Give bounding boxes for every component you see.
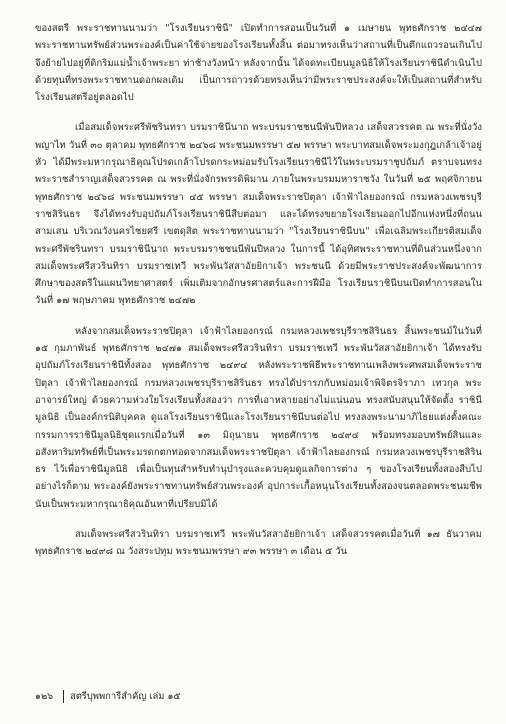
page-number: ๑๒๖ xyxy=(35,691,54,702)
footer-divider xyxy=(63,690,64,703)
body-paragraph-4: สมเด็จพระศรีสวรินทิรา บรมราชเทวี พระพันวัสสาอัยยิกาเจ้า เสด็จสวรรคตเมื่อวันที่ ๑๗ ธันวาคม พุทธศักราช ๒๔๙๘ ณ วังสระปทุม พระชนมพรรษา ๙๓ พรรษา ๓ เดือน ๕ วัน xyxy=(35,529,482,558)
body-paragraph-2: เมื่อสมเด็จพระศรีพัชรินทรา บรมราชินีนาถ พระบรมราชชนนีพันปีหลวง เสด็จสวรรคต ณ พระที่นั่งวังพญาไท วันที่ ๓๐ ตุลาคม พุทธศักราช ๒๔๖๘ พระชนมพรรษา ๕๗ พรรษา พระบาทสมเด็จพระมงกุฎเกล้าเจ้าอยู่หัว ได้มีพระมหากรุณาธิคุณโปรดเกล้าโปรดกระหม่อมรับโรงเรียนราชินีไว้ในพระบรมราชูปถัมภ์ ตราบจนทรงพระราชสำราญเสด็จสวรรคต ณ พระที่นั่งจักรพรรดิพิมาน ภายในพระบรมมหาราชวัง ในวันที่ ๒๕ พฤศจิกายน พุทธศักราช ๒๔๖๘ พระชนมพรรษา ๔๕ พรรษา สมเด็จพระราชปิตุลา เจ้าฟ้าไลยองกรณ์ กรมหลวงเพชรบุรีราชสิรินธร จึงได้ทรงรับอุปถัมภ์โรงเรียนราชินีสืบต่อมา และได้ทรงขยายโรงเรียนออกไปอีกแห่งหนึ่งที่ถนนสามเสน บริเวณวังนครไชยศรี เขตดุสิต พระราชทานนามว่า "โรงเรียนราชินีบน" เพื่อเฉลิมพระเกียรติสมเด็จพระศรีพัชรินทรา บรมราชินีนาถ พระบรมราชชนนีพันปีหลวง ในการนี้ ได้อุทิศพระราชทานที่ดินส่วนหนึ่งจากสมเด็จพระศรีสวรินทิรา บรมราชเทวี พระพันวัสสาอัยยิกาเจ้า พระชนนี ด้วยมีพระราชประสงค์จะพัฒนาการศึกษาของสตรีในแผนวิทยาศาสตร์ เพิ่มเติมจากอักษรศาสตร์และการฝีมือ โรงเรียนราชินีบนเปิดทำการสอนในวันที่ ๑๗ พฤษภาคม พุทธศักราช ๒๔๗๒ xyxy=(35,122,482,307)
body-paragraph-1: ของสตรี พระราชทานนามว่า "โรงเรียนราชินี" เปิดทำการสอนเป็นวันที่ ๑ เมษายน พุทธศักราช ๒๔๔๗ พระราชทานทรัพย์ส่วนพระองค์เป็นค่าใช้จ่ายของโรงเรียนทั้งสิ้น ต่อมาทรงเห็นว่าสถานที่เป็นตึกแถวรอนเกินไป จึงย้ายไปอยู่ที่ดิกริมแม่น้ำเจ้าพระยา ท่าช้างวังหน้า หลังจากนั้น ได้จดทะเบียนมูลนิธิให้โรงเรียนราชินีดำเนินไปด้วยทุนที่ทรงพระราชทานดอกผลเดิม เป็นการถาวรด้วยทรงเห็นว่ามีพระราชประสงค์จะให้เป็นสถานที่สำหรับโรงเรียนสตรีอยู่ตลอดไป xyxy=(35,23,482,104)
body-paragraph-3: หลังจากสมเด็จพระราชปิตุลา เจ้าฟ้าไลยองกรณ์ กรมหลวงเพชรบุรีราชสิรินธร สิ้นพระชนม์ในวันที่ ๑๕ กุมภาพันธ์ พุทธศักราช ๒๔๗๑ สมเด็จพระศรีสวรินทิรา บรมราชเทวี พระพันวัสสาอัยยิกาเจ้า ได้ทรงรับอุปถัมภ์โรงเรียนราชินีทั้งสอง พุทธศักราช ๒๔๙๔ หลังพระราชพิธีพระราชทานเพลิงพระศพสมเด็จพระราชปิตุลา เจ้าฟ้าไลยองกรณ์ กรมหลวงเพชรบุรีราชสิรินธร ทรงได้ปรารภกับหม่อมเจ้าพิจิตรจิราภา เทวกุล พระอาจารย์ใหญ่ ด้วยความห่วงใยโรงเรียนทั้งสองว่า การที่เอาหลายอย่างไม่แน่นอน ทรงสนับสนุนให้จัดตั้ง ราชินีมูลนิธิ เป็นองค์กรนิติบุคคล ดูแลโรงเรียนราชินีและโรงเรียนราชินีบนต่อไป ทรงลงพระนามาภิไธยแต่งตั้งคณะกรรมการราชินีมูลนิธิชุดแรกเมื่อวันที่ ๑๓ มิถุนายน พุทธศักราช ๒๔๙๔ พร้อมทรงมอบทรัพย์สินและอสังหาริมทรัพย์ที่เป็นพระมรดกตกทอดจากสมเด็จพระราชปิตุลา เจ้าฟ้าไลยองกรณ์ กรมหลวงเพชรบุรีราชสิรินธร ไว้เพื่อราชินีมูลนิธิ เพื่อเป็นทุนสำหรับทำนุบำรุงและควบคุมดูแลกิจการต่าง ๆ ของโรงเรียนทั้งสองสืบไป อย่างไรก็ตาม พระองค์ยังพระราชทานทรัพย์ส่วนพระองค์ อุปการะเกื้อหนุนโรงเรียนทั้งสองจนตลอดพระชนมชีพ นับเป็นพระมหากรุณาธิคุณอันหาที่เปรียบมิได้ xyxy=(35,325,482,510)
running-footer-title: สตรีบุพพการีสำคัญ เล่ม ๑๕ xyxy=(70,691,181,702)
page-footer xyxy=(35,689,181,704)
